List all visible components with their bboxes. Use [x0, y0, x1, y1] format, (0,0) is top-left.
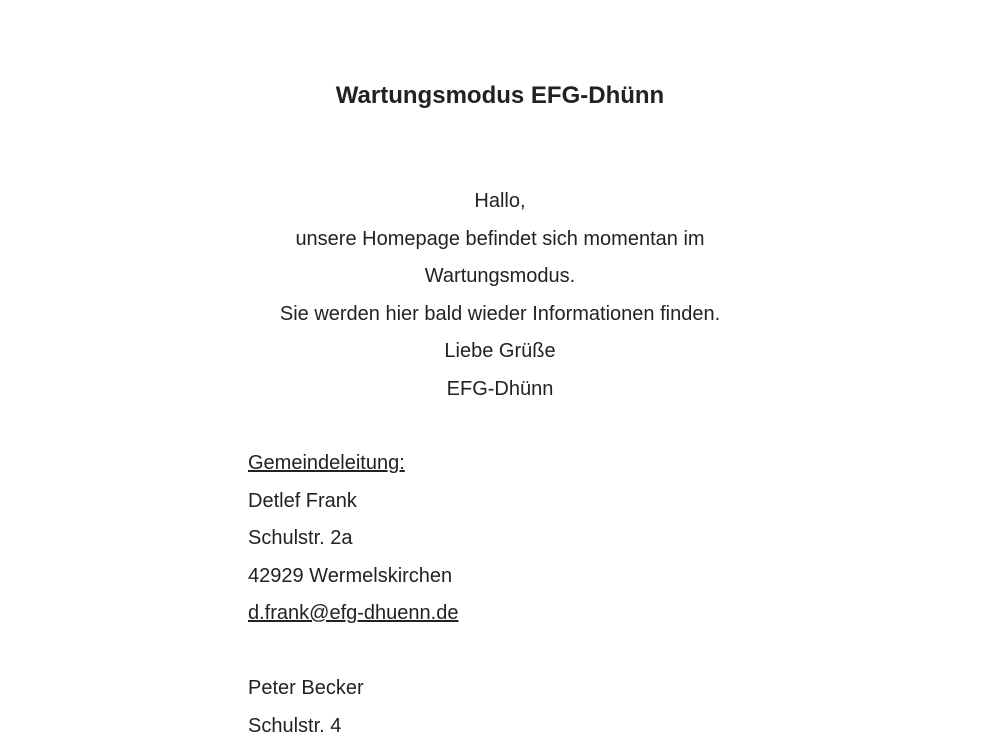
contact-street: Schulstr. 4 [248, 714, 342, 737]
page-title: Wartungsmodus EFG-Dhünn [335, 82, 665, 109]
message-line: EFG-Dhünn [446, 377, 554, 400]
message-line: unsere Homepage befindet sich momentan im [295, 227, 705, 250]
message-line: Sie werden hier bald wieder Informationen finden. [279, 302, 721, 325]
contact-email-link[interactable]: d.frank@efg-dhuenn.de [248, 602, 459, 624]
message-line: Hallo, [474, 190, 526, 212]
message-line: Wartungsmodus. [424, 265, 576, 287]
contact-section [248, 445, 848, 745]
message-line: Liebe Grüße [444, 340, 556, 362]
maintenance-message [0, 183, 1000, 408]
contacts-heading: Gemeindeleitung: [248, 452, 405, 474]
contact-name: Detlef Frank [248, 489, 357, 512]
contact-city: 42929 Wermelskirchen [248, 564, 453, 587]
contact-street: Schulstr. 2a [248, 527, 353, 549]
contact-name: Peter Becker [248, 677, 364, 699]
contact-spacer [248, 633, 848, 671]
